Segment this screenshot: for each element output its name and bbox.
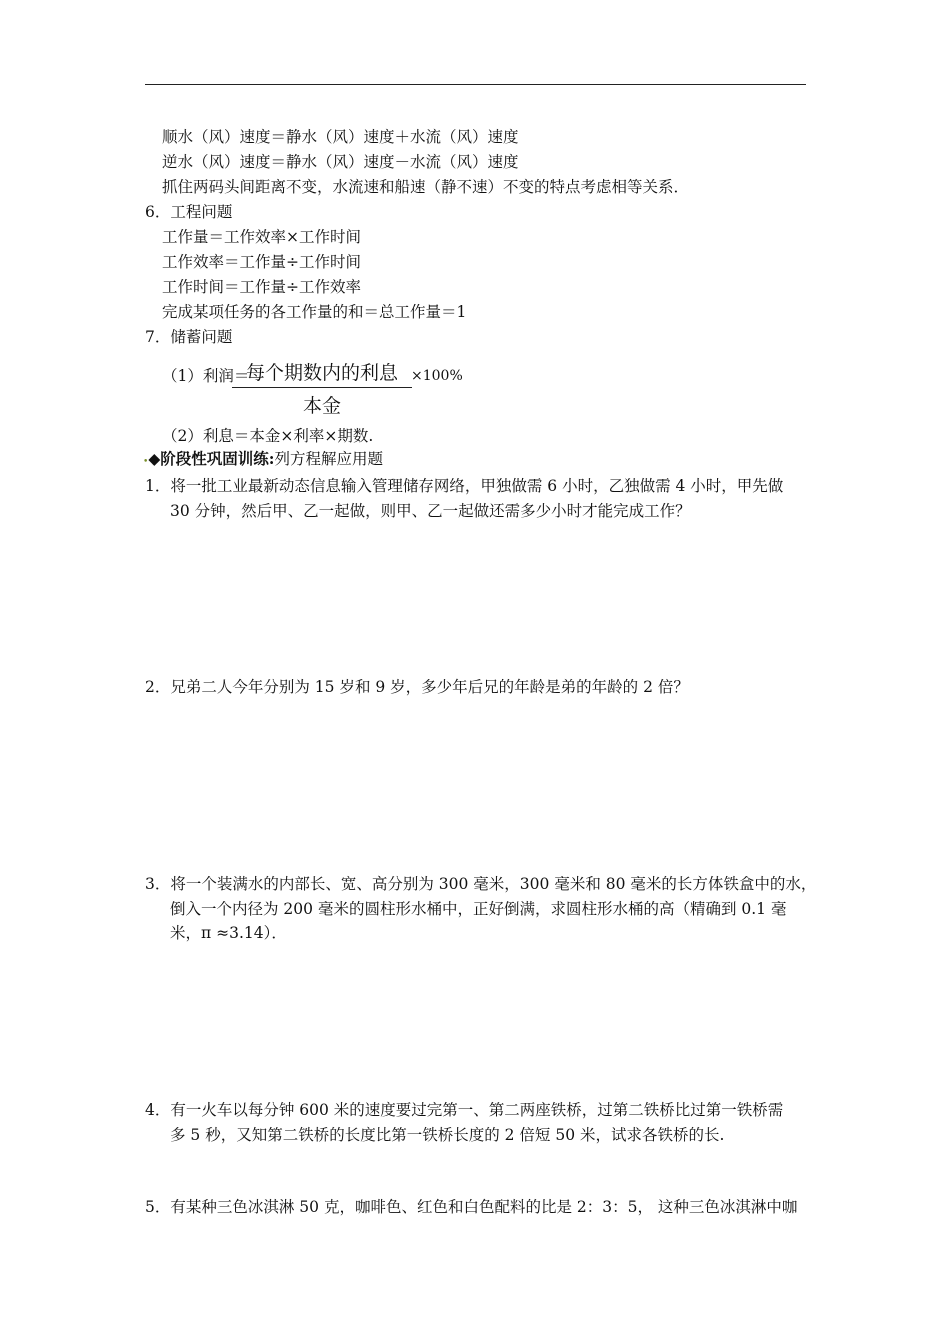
work-formula-1: 工作量＝工作效率×工作时间 <box>162 228 361 246</box>
problem-1-line-2: 30 分钟，然后甲、乙一起做，则甲、乙一起做还需多少小时才能完成工作？ <box>170 502 691 520</box>
section-subtitle: 列方程解应用题 <box>274 450 383 468</box>
upstream-speed-formula: 逆水（风）速度＝静水（风）速度－水流（风）速度 <box>162 153 519 171</box>
problem-2: 2．兄弟二人今年分别为 15 岁和 9 岁，多少年后兄的年龄是弟的年龄的 2 倍？ <box>145 678 689 696</box>
work-formula-2: 工作效率＝工作量÷工作时间 <box>162 253 361 271</box>
problem-4-line-2: 多 5 秒，又知第二铁桥的长度比第一铁桥长度的 2 倍短 50 米，试求各铁桥的长. <box>170 1126 725 1144</box>
section-heading <box>143 449 383 472</box>
problem-5: 5．有某种三色冰淇淋 50 克，咖啡色、红色和白色配料的比是 2：3：5， 这种三色冰淇淋中咖 <box>145 1198 798 1216</box>
diamond-icon: ◆ <box>148 449 161 468</box>
interest-formula: （2）利息＝本金×利率×期数. <box>162 427 374 445</box>
bullet-dot: • <box>143 457 149 467</box>
heading-work-problems: 6．工程问题 <box>145 203 233 221</box>
profit-formula-percent: ×100% <box>411 368 463 384</box>
profit-fraction <box>232 358 412 418</box>
downstream-speed-formula: 顺水（风）速度＝静水（风）速度＋水流（风）速度 <box>162 128 519 146</box>
fraction-numerator: 每个期数内的利息 <box>232 358 412 388</box>
header-rule <box>145 84 806 85</box>
section-title: 阶段性巩固训练: <box>160 449 275 468</box>
problem-3-line-2: 倒入一个内径为 200 毫米的圆柱形水桶中，正好倒满，求圆柱形水桶的高（精确到 0.1 毫 <box>170 900 787 918</box>
problem-3-line-1: 3．将一个装满水的内部长、宽、高分别为 300 毫米，300 毫米和 80 毫米的长方体铁盒中的水， <box>145 875 817 893</box>
work-formula-3: 工作时间＝工作量÷工作效率 <box>162 278 361 296</box>
problem-1-line-1: 1．将一批工业最新动态信息输入管理储存网络，甲独做需 6 小时，乙独做需 4 小时，甲先做 <box>145 477 784 495</box>
fraction-denominator: 本金 <box>302 395 341 417</box>
problem-4-line-1: 4．有一火车以每分钟 600 米的速度要过完第一、第二两座铁桥，过第二铁桥比过第一铁桥需 <box>145 1101 784 1119</box>
work-formula-4: 完成某项任务的各工作量的和＝总工作量＝1 <box>162 303 467 321</box>
problem-3-line-3: 米，π ≈3.14）． <box>170 924 287 942</box>
current-speed-note: 抓住两码头间距离不变，水流速和船速（静不速）不变的特点考虑相等关系． <box>162 178 690 196</box>
heading-savings-problems: 7．储蓄问题 <box>145 328 233 346</box>
profit-formula-label: （1）利润＝ <box>162 367 250 385</box>
